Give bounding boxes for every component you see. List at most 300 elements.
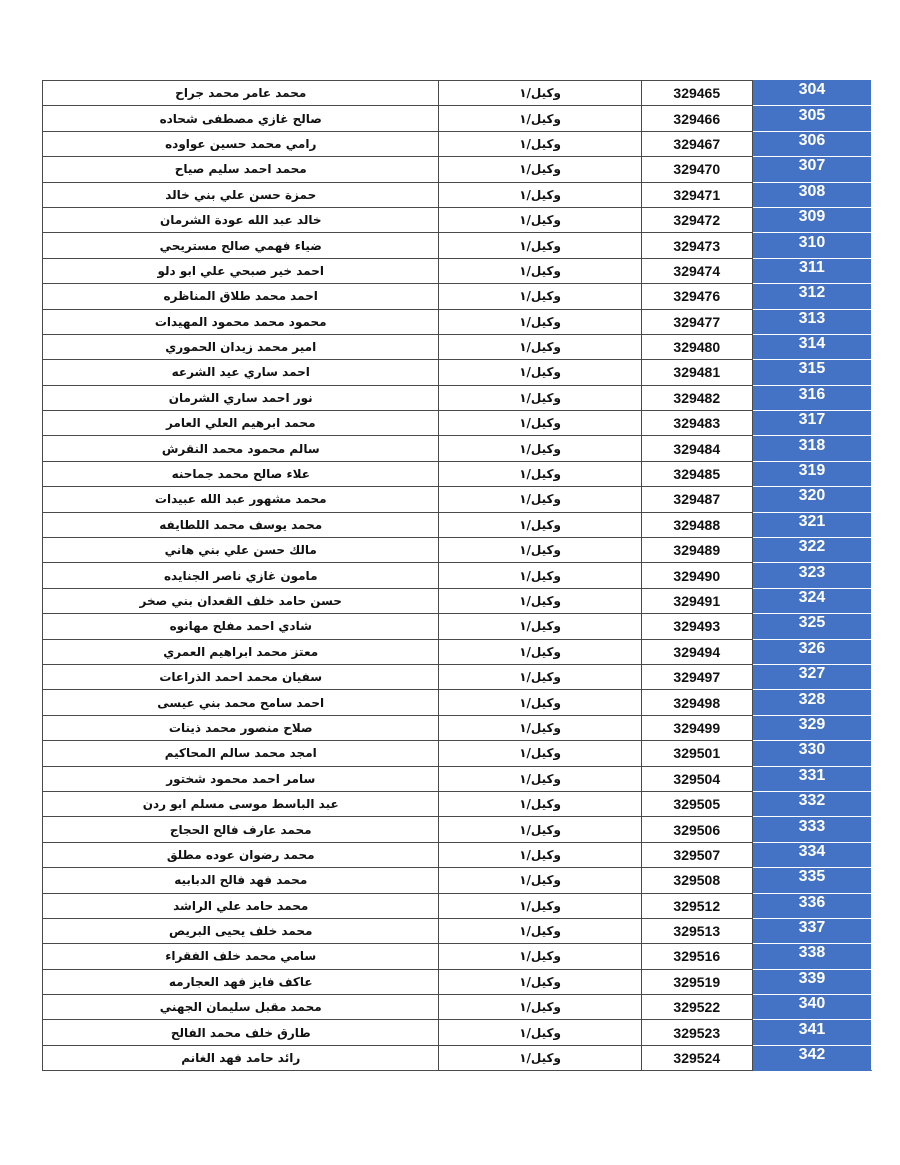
table-row (43, 817, 872, 842)
table-row (43, 207, 872, 232)
row-number-cell (752, 842, 871, 867)
table-row (43, 538, 872, 563)
table-row (43, 106, 872, 131)
name-cell (43, 106, 439, 131)
row-number-cell (752, 715, 871, 740)
role-cell (439, 690, 641, 715)
name-text: صالح غازي مصطفى شحاده (159, 111, 322, 126)
role-cell (439, 563, 641, 588)
role-cell (439, 893, 641, 918)
role-text: وكيل/١ (519, 492, 561, 507)
row-number-text: 321 (798, 512, 826, 530)
role-text: وكيل/١ (519, 720, 561, 735)
name-cell (43, 233, 439, 258)
code-text: 329485 (673, 466, 721, 483)
name-text: معتز محمد ابراهيم العمري (163, 644, 319, 659)
row-number-cell (752, 207, 871, 232)
name-text: محمد مقبل سليمان الجهني (159, 1000, 322, 1015)
table-row (43, 715, 872, 740)
role-text: وكيل/١ (519, 213, 561, 228)
name-cell (43, 131, 439, 156)
table-row (43, 741, 872, 766)
code-cell (641, 639, 752, 664)
role-text: وكيل/١ (519, 187, 561, 202)
code-text: 329484 (673, 440, 721, 457)
name-cell (43, 538, 439, 563)
row-number-text: 318 (798, 436, 826, 454)
name-text: امجد محمد سالم المحاكيم (164, 746, 317, 761)
row-number-text: 327 (798, 665, 826, 683)
table-row (43, 563, 872, 588)
code-text: 329477 (673, 313, 721, 330)
row-number-text: 334 (798, 842, 826, 860)
code-text: 329516 (673, 948, 721, 965)
name-text: محمد حامد علي الراشد (173, 898, 309, 913)
name-cell (43, 715, 439, 740)
code-text: 329472 (673, 212, 721, 229)
role-cell (439, 461, 641, 486)
code-cell (641, 791, 752, 816)
table-row (43, 944, 872, 969)
name-cell (43, 817, 439, 842)
row-number-cell (752, 309, 871, 334)
role-text: وكيل/١ (519, 1025, 561, 1040)
name-cell (43, 360, 439, 385)
name-cell (43, 944, 439, 969)
row-number-text: 311 (799, 258, 825, 276)
role-text: وكيل/١ (519, 467, 561, 482)
code-text: 329487 (673, 491, 721, 508)
row-number-cell (752, 106, 871, 131)
name-cell (43, 1020, 439, 1045)
role-cell (439, 487, 641, 512)
name-cell (43, 893, 439, 918)
name-cell (43, 1045, 439, 1070)
role-cell (439, 385, 641, 410)
row-number-text: 315 (798, 360, 826, 378)
row-number-cell (752, 918, 871, 943)
table-row (43, 690, 872, 715)
code-text: 329482 (673, 389, 721, 406)
code-cell (641, 563, 752, 588)
role-cell (439, 715, 641, 740)
table-row (43, 461, 872, 486)
role-cell (439, 664, 641, 689)
role-text: وكيل/١ (519, 619, 561, 634)
code-text: 329508 (673, 872, 721, 889)
roster-table-body (43, 81, 872, 1071)
code-cell (641, 309, 752, 334)
name-text: احمد خير صبحي علي ابو دلو (157, 263, 324, 278)
role-cell (439, 157, 641, 182)
code-text: 329522 (673, 999, 721, 1016)
role-text: وكيل/١ (519, 416, 561, 431)
name-cell (43, 563, 439, 588)
name-text: محمد ابرهيم العلي العامر (165, 416, 316, 431)
name-cell (43, 436, 439, 461)
role-cell (439, 81, 641, 106)
name-cell (43, 918, 439, 943)
code-cell (641, 690, 752, 715)
role-text: وكيل/١ (519, 873, 561, 888)
name-text: مامون غازي ناصر الجنايده (163, 568, 318, 583)
row-number-cell (752, 538, 871, 563)
code-cell (641, 817, 752, 842)
row-number-text: 326 (798, 639, 826, 657)
table-row (43, 791, 872, 816)
row-number-cell (752, 411, 871, 436)
code-text: 329506 (673, 821, 721, 838)
role-cell (439, 944, 641, 969)
table-row (43, 588, 872, 613)
row-number-cell (752, 512, 871, 537)
role-cell (439, 1045, 641, 1070)
code-cell (641, 106, 752, 131)
roster-table-container (42, 80, 872, 1071)
name-cell (43, 385, 439, 410)
row-number-cell (752, 1020, 871, 1045)
table-row (43, 258, 872, 283)
row-number-text: 339 (798, 969, 826, 987)
row-number-text: 338 (798, 944, 826, 962)
role-text: وكيل/١ (519, 517, 561, 532)
row-number-cell (752, 868, 871, 893)
code-cell (641, 1045, 752, 1070)
name-cell (43, 664, 439, 689)
role-text: وكيل/١ (519, 797, 561, 812)
code-cell (641, 411, 752, 436)
roster-table (42, 80, 872, 1071)
row-number-text: 305 (798, 106, 826, 124)
name-cell (43, 868, 439, 893)
role-text: وكيل/١ (519, 670, 561, 685)
name-text: حسن حامد خلف القعدان بني صخر (139, 594, 342, 608)
row-number-cell (752, 284, 871, 309)
code-text: 329491 (673, 593, 721, 609)
row-number-cell (752, 461, 871, 486)
name-cell (43, 258, 439, 283)
row-number-text: 316 (798, 385, 826, 403)
code-text: 329505 (673, 796, 721, 813)
role-text: وكيل/١ (519, 1000, 561, 1015)
code-text: 329473 (673, 237, 721, 254)
role-cell (439, 207, 641, 232)
table-row (43, 639, 872, 664)
row-number-cell (752, 157, 871, 182)
role-cell (439, 512, 641, 537)
name-text: عاكف فايز فهد العجارمه (168, 974, 313, 989)
name-cell (43, 207, 439, 232)
row-number-cell (752, 1045, 871, 1070)
name-text: طارق خلف محمد الفالح (170, 1025, 311, 1040)
row-number-text: 332 (798, 792, 826, 810)
code-cell (641, 918, 752, 943)
row-number-text: 310 (798, 233, 826, 251)
code-cell (641, 461, 752, 486)
row-number-cell (752, 258, 871, 283)
role-text: وكيل/١ (519, 1051, 561, 1066)
table-row (43, 766, 872, 791)
role-cell (439, 284, 641, 309)
table-row (43, 664, 872, 689)
role-text: وكيل/١ (519, 594, 561, 608)
name-text: محمد عامر محمد جراح (175, 86, 307, 101)
name-cell (43, 411, 439, 436)
table-row (43, 1020, 872, 1045)
code-cell (641, 995, 752, 1020)
code-cell (641, 538, 752, 563)
row-number-text: 335 (798, 868, 826, 886)
row-number-text: 341 (798, 1020, 826, 1038)
code-text: 329471 (673, 186, 721, 203)
row-number-cell (752, 791, 871, 816)
role-cell (439, 791, 641, 816)
row-number-text: 324 (798, 589, 826, 606)
code-cell (641, 233, 752, 258)
role-text: وكيل/١ (519, 847, 561, 862)
name-cell (43, 512, 439, 537)
code-text: 329507 (673, 846, 721, 863)
row-number-text: 322 (798, 538, 826, 556)
role-text: وكيل/١ (519, 136, 561, 151)
role-cell (439, 868, 641, 893)
table-row (43, 385, 872, 410)
name-text: محمد يوسف محمد اللطايفه (159, 517, 323, 532)
name-cell (43, 614, 439, 639)
name-cell (43, 157, 439, 182)
name-cell (43, 766, 439, 791)
role-text: وكيل/١ (519, 289, 561, 304)
code-cell (641, 157, 752, 182)
code-cell (641, 81, 752, 106)
row-number-text: 331 (798, 766, 826, 784)
code-text: 329519 (673, 973, 721, 990)
name-text: محمود محمد محمود المهيدات (154, 314, 327, 329)
name-text: محمد فهد فالح الدبابيه (174, 873, 308, 888)
name-text: صلاح منصور محمد ذينات (168, 720, 313, 735)
role-text: وكيل/١ (519, 111, 561, 126)
code-cell (641, 766, 752, 791)
code-text: 329465 (673, 85, 721, 102)
row-number-text: 308 (798, 182, 826, 200)
name-text: محمد مشهور عبد الله عبيدات (154, 492, 327, 507)
row-number-text: 330 (798, 741, 826, 759)
code-cell (641, 614, 752, 639)
code-cell (641, 284, 752, 309)
code-text: 329513 (673, 923, 721, 940)
row-number-text: 340 (798, 995, 826, 1013)
row-number-cell (752, 664, 871, 689)
code-text: 329489 (673, 542, 721, 559)
name-text: احمد سامح محمد بني عيسى (157, 695, 325, 710)
row-number-text: 319 (798, 462, 826, 480)
name-cell (43, 791, 439, 816)
code-cell (641, 842, 752, 867)
table-row (43, 893, 872, 918)
role-cell (439, 334, 641, 359)
role-text: وكيل/١ (519, 390, 561, 405)
name-text: امير محمد زيدان الحموري (165, 340, 317, 355)
name-text: رامي محمد حسين عواوده (165, 136, 317, 151)
role-text: وكيل/١ (519, 263, 561, 278)
code-text: 329524 (673, 1050, 721, 1067)
name-text: عبد الباسط موسى مسلم ابو ردن (142, 797, 339, 812)
code-cell (641, 385, 752, 410)
name-cell (43, 182, 439, 207)
name-text: احمد محمد طلاق المناظره (163, 289, 318, 304)
row-number-cell (752, 690, 871, 715)
role-text: وكيل/١ (519, 441, 561, 456)
table-row (43, 334, 872, 359)
row-number-cell (752, 81, 871, 106)
code-cell (641, 588, 752, 613)
table-row (43, 233, 872, 258)
role-text: وكيل/١ (519, 238, 561, 253)
role-cell (439, 182, 641, 207)
role-text: وكيل/١ (519, 86, 561, 101)
table-row (43, 436, 872, 461)
row-number-text: 317 (798, 411, 826, 429)
code-text: 329512 (673, 897, 721, 914)
role-text: وكيل/١ (519, 746, 561, 761)
row-number-cell (752, 588, 871, 613)
name-cell (43, 334, 439, 359)
code-text: 329483 (673, 415, 721, 432)
role-cell (439, 538, 641, 563)
row-number-cell (752, 969, 871, 994)
code-text: 329476 (673, 288, 721, 305)
name-text: رائد حامد فهد الغانم (181, 1051, 301, 1066)
row-number-text: 314 (798, 335, 826, 353)
code-cell (641, 131, 752, 156)
row-number-text: 312 (798, 284, 826, 302)
name-text: علاء صالح محمد جماحنه (171, 467, 310, 482)
row-number-cell (752, 563, 871, 588)
role-text: وكيل/١ (519, 340, 561, 355)
code-cell (641, 664, 752, 689)
role-text: وكيل/١ (519, 162, 561, 177)
name-cell (43, 842, 439, 867)
name-text: سامي محمد خلف الفقراء (165, 949, 317, 964)
table-row (43, 284, 872, 309)
table-row (43, 309, 872, 334)
row-number-text: 329 (798, 715, 826, 733)
role-cell (439, 411, 641, 436)
row-number-cell (752, 360, 871, 385)
code-cell (641, 969, 752, 994)
role-text: وكيل/١ (519, 695, 561, 710)
role-text: وكيل/١ (519, 365, 561, 380)
row-number-text: 323 (798, 563, 826, 581)
role-text: وكيل/١ (519, 949, 561, 964)
code-text: 329470 (673, 161, 721, 178)
name-text: شادي احمد مفلح مهانوه (169, 619, 312, 634)
role-cell (439, 1020, 641, 1045)
row-number-cell (752, 893, 871, 918)
code-cell (641, 512, 752, 537)
role-cell (439, 436, 641, 461)
role-cell (439, 131, 641, 156)
name-cell (43, 741, 439, 766)
role-text: وكيل/١ (519, 974, 561, 989)
role-cell (439, 918, 641, 943)
code-text: 329498 (673, 694, 721, 711)
role-text: وكيل/١ (519, 314, 561, 329)
code-cell (641, 182, 752, 207)
table-row (43, 182, 872, 207)
name-text: سفيان محمد احمد الذراعات (159, 670, 323, 685)
table-row (43, 969, 872, 994)
role-text: وكيل/١ (519, 543, 561, 558)
row-number-text: 333 (798, 817, 826, 835)
name-text: حمزة حسن علي بني خالد (165, 187, 317, 202)
role-cell (439, 741, 641, 766)
code-text: 329523 (673, 1024, 721, 1041)
name-cell (43, 969, 439, 994)
name-text: نور احمد ساري الشرمان (168, 390, 313, 405)
name-text: محمد احمد سليم صياح (174, 162, 307, 177)
code-cell (641, 868, 752, 893)
table-row (43, 131, 872, 156)
role-cell (439, 588, 641, 613)
table-row (43, 487, 872, 512)
row-number-cell (752, 131, 871, 156)
name-text: محمد عارف فالح الحجاج (169, 822, 312, 837)
role-cell (439, 106, 641, 131)
row-number-text: 304 (798, 81, 826, 99)
code-cell (641, 207, 752, 232)
name-cell (43, 995, 439, 1020)
row-number-cell (752, 385, 871, 410)
row-number-cell (752, 487, 871, 512)
name-text: مالك حسن علي بني هاني (164, 543, 317, 558)
row-number-text: 328 (798, 690, 826, 708)
role-cell (439, 766, 641, 791)
row-number-text: 336 (798, 893, 826, 911)
row-number-text: 325 (798, 614, 826, 632)
code-text: 329504 (673, 770, 721, 787)
code-cell (641, 436, 752, 461)
role-cell (439, 639, 641, 664)
row-number-cell (752, 817, 871, 842)
table-row (43, 81, 872, 106)
role-text: وكيل/١ (519, 822, 561, 837)
code-cell (641, 334, 752, 359)
name-cell (43, 461, 439, 486)
code-text: 329481 (673, 364, 721, 381)
row-number-cell (752, 614, 871, 639)
table-row (43, 512, 872, 537)
table-row (43, 1045, 872, 1070)
row-number-cell (752, 334, 871, 359)
row-number-cell (752, 741, 871, 766)
row-number-text: 313 (798, 309, 826, 327)
table-row (43, 842, 872, 867)
code-cell (641, 741, 752, 766)
table-row (43, 868, 872, 893)
table-row (43, 411, 872, 436)
name-cell (43, 309, 439, 334)
table-row (43, 995, 872, 1020)
name-cell (43, 690, 439, 715)
name-cell (43, 487, 439, 512)
role-cell (439, 360, 641, 385)
code-cell (641, 715, 752, 740)
row-number-text: 306 (798, 131, 826, 149)
code-text: 329488 (673, 516, 721, 533)
table-row (43, 360, 872, 385)
name-text: محمد رضوان عوده مطلق (166, 847, 315, 862)
